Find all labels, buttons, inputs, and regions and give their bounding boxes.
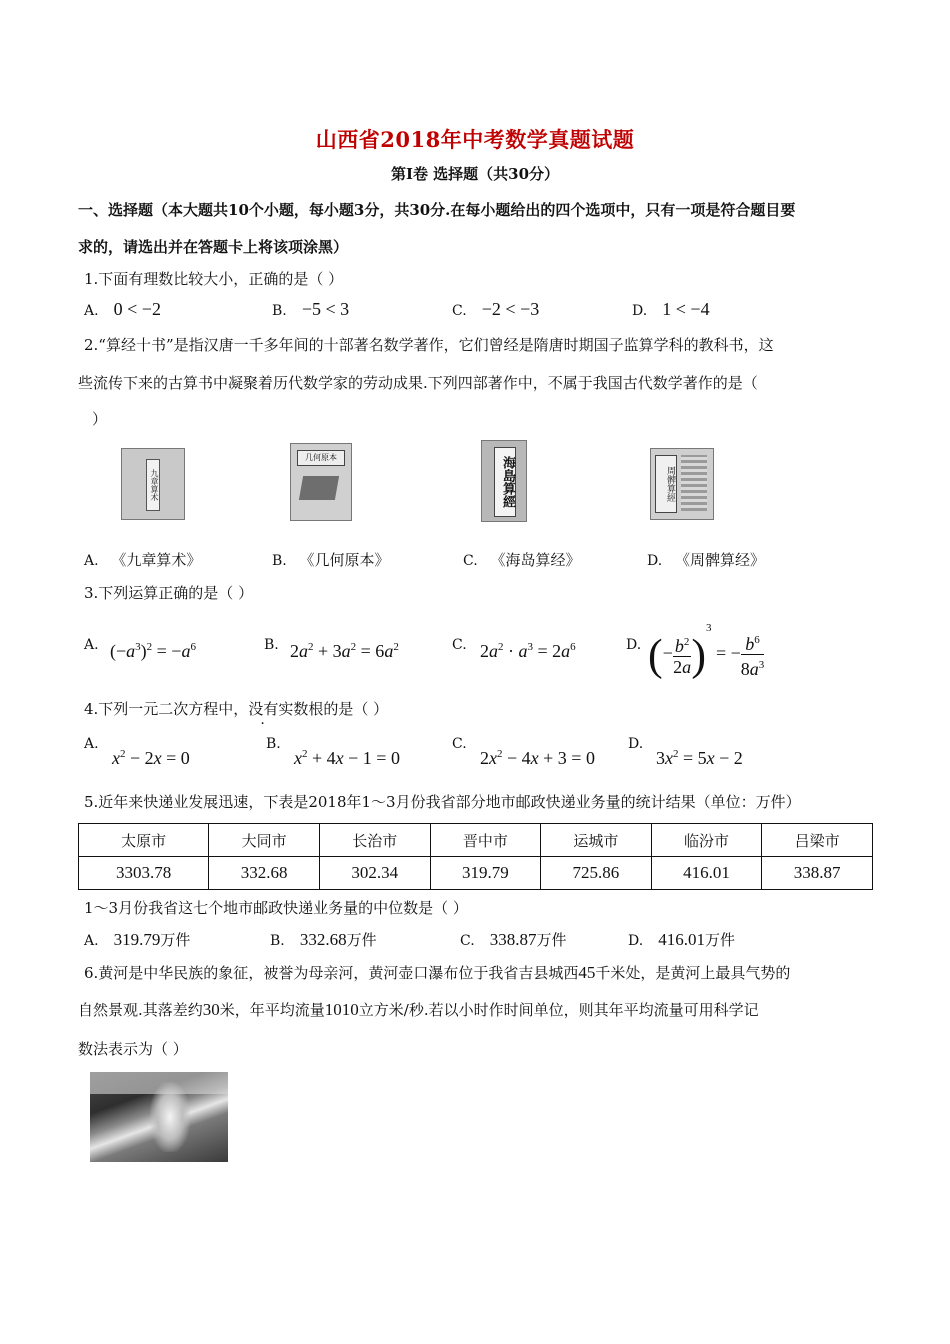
- waterfall-photo: [90, 1072, 228, 1162]
- q1-option-c: C. −2 < −3: [452, 299, 540, 319]
- q5-option-a: A. 319.79万件: [84, 930, 191, 949]
- book-image-d: [650, 448, 714, 520]
- q2-option-d: D. 《周髀算经》: [647, 551, 765, 569]
- table-cell: 302.34: [319, 857, 430, 890]
- table-header-cell: 临汾市: [651, 824, 762, 857]
- q4-emphasis: 没有: [248, 700, 279, 718]
- q5-option-c: C. 338.87万件: [460, 930, 567, 949]
- q2-line3: ）: [92, 410, 108, 428]
- q6-line3: 数法表示为（ ）: [78, 1040, 188, 1058]
- q1-stem: 1.下面有理数比较大小，正确的是（ ）: [84, 270, 344, 288]
- page-title: 山西省2018年中考数学真题试题: [315, 127, 635, 152]
- table-cell: 416.01: [651, 857, 762, 890]
- q4-letter-b: B.: [266, 736, 281, 752]
- section-subtitle: 第Ⅰ卷 选择题（共30分）: [390, 165, 560, 183]
- instructions-line1: 一、选择题（本大题共10个小题，每小题3分，共30分.在每小题给出的四个选项中，只有一项是符合题目要: [78, 201, 796, 219]
- q4-letter-a: A.: [84, 736, 99, 752]
- q4-option-a-expr: $x^2 - 2x = 0$: [112, 748, 190, 768]
- book-image-b: [290, 443, 352, 521]
- book-image-a: [121, 448, 185, 520]
- q3-option-d-expr: (− $\frac{b^2}{2a}$ )$^3$ = − $\frac{b^6}{8a^3}$: [648, 622, 765, 680]
- q3-option-c-expr: $2a^2 \cdot a^3 = 2a^6$: [480, 641, 576, 661]
- book-label-b: 几何原本: [297, 450, 345, 466]
- q2-option-c: C. 《海岛算经》: [463, 551, 581, 569]
- instructions-line2: 求的，请选出并在答题卡上将该项涂黑）: [78, 238, 349, 256]
- table-header-cell: 大同市: [209, 824, 320, 857]
- table-header-cell: 长治市: [319, 824, 430, 857]
- q3-option-b-expr: $2a^2 + 3a^2 = 6a^2$: [290, 641, 399, 661]
- table-cell: 725.86: [541, 857, 652, 890]
- q4-stem: 4.下列一元二次方程中，没有实数根的是（ ）: [84, 700, 389, 718]
- table-row: [79, 857, 873, 890]
- q3-letter-d: D.: [626, 637, 642, 653]
- q4-letter-d: D.: [628, 736, 644, 752]
- q5-stem: 5.近年来快递业发展迅速，下表是2018年1～3月份我省部分地市邮政快递业务量的统计结果（单位：万件）: [84, 793, 801, 811]
- q3-letter-a: A.: [84, 637, 99, 653]
- table-header-cell: 太原市: [79, 824, 209, 857]
- table-header-cell: 吕梁市: [762, 824, 873, 857]
- q3-stem: 3.下列运算正确的是（ ）: [84, 584, 254, 602]
- q5-option-d: D. 416.01万件: [628, 930, 736, 949]
- table-cell: 332.68: [209, 857, 320, 890]
- q3-letter-c: C.: [452, 637, 467, 653]
- q6-line2: 自然景观.其落差约30米，年平均流量1010立方米/秒.若以小时作时间单位，则其年平均流量可用科学记: [78, 1000, 759, 1019]
- q4-letter-c: C.: [452, 736, 467, 752]
- q3-letter-b: B.: [264, 637, 279, 653]
- book-label-c: 海島算經: [494, 447, 516, 517]
- q2-option-a: A. 《九章算术》: [84, 551, 202, 569]
- q1-option-a: A. 0 < −2: [84, 299, 161, 319]
- q5-option-b: B. 332.68万件: [270, 930, 377, 949]
- q5-data-table: [78, 823, 873, 890]
- q1-option-d: D. 1 < −4: [632, 299, 710, 319]
- q4-option-d-expr: $3x^2 = 5x - 2$: [656, 748, 743, 768]
- table-cell: 3303.78: [79, 857, 209, 890]
- q4-option-b-expr: $x^2 + 4x - 1 = 0$: [294, 748, 400, 768]
- table-header-row: [79, 824, 873, 857]
- q6-line1: 6.黄河是中华民族的象征，被誉为母亲河，黄河壶口瀑布位于我省吉县城西45千米处，是黄河上最具气势的: [84, 963, 791, 982]
- table-header-cell: 晋中市: [430, 824, 541, 857]
- table-cell: 338.87: [762, 857, 873, 890]
- book-label-a: 九章算术: [146, 459, 160, 511]
- table-cell: 319.79: [430, 857, 541, 890]
- book-label-d: 周髀算經: [655, 455, 677, 513]
- q5-question: 1～3月份我省这七个地市邮政快递业务量的中位数是（ ）: [84, 899, 468, 917]
- q3-option-a-expr: $(-a^3)^2 = -a^6$: [110, 641, 196, 661]
- table-header-cell: 运城市: [541, 824, 652, 857]
- q2-line1: 2.“算经十书”是指汉唐一千多年间的十部著名数学著作，它们曾经是隋唐时期国子监算学科的教科书，这: [84, 336, 774, 354]
- q2-line2: 些流传下来的古算书中凝聚着历代数学家的劳动成果.下列四部著作中，不属于我国古代数学著作的是（: [78, 374, 758, 392]
- q2-option-b: B. 《几何原本》: [272, 551, 390, 569]
- q4-option-c-expr: $2x^2 - 4x + 3 = 0$: [480, 748, 595, 768]
- q1-option-b: B. −5 < 3: [272, 299, 350, 319]
- book-image-c: [481, 440, 527, 522]
